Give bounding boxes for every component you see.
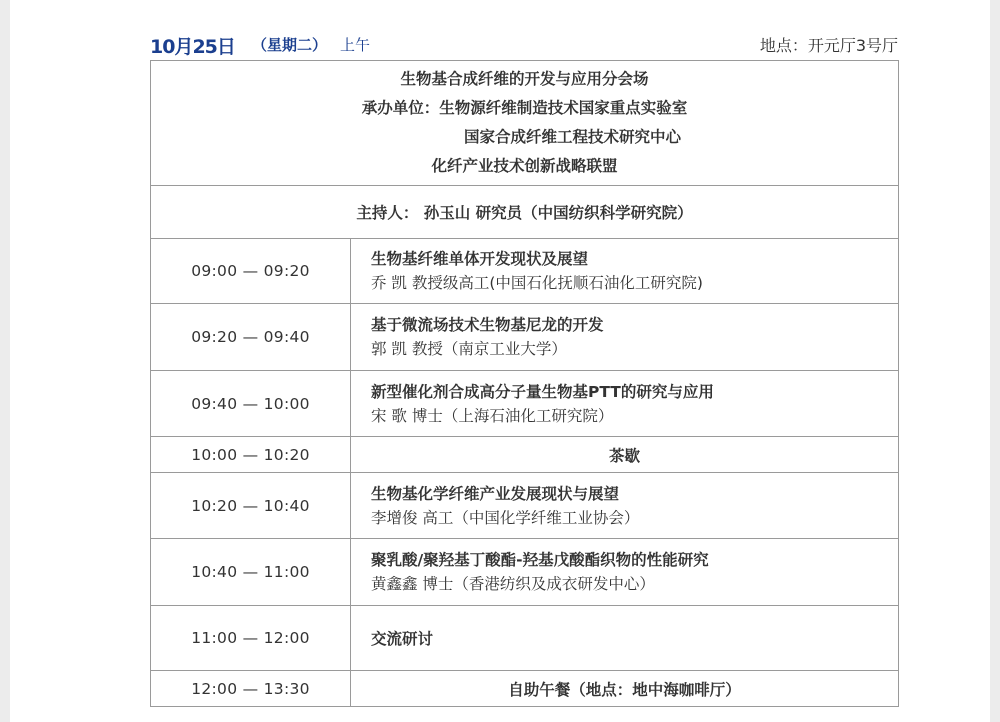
organizer-1: 生物源纤维制造技术国家重点实验室 [439, 99, 688, 117]
organizer-label: 承办单位： [361, 99, 440, 117]
table-row [151, 239, 899, 304]
talk-title: 基于微流场技术生物基尼龙的开发 [371, 316, 604, 334]
slot-topic [351, 304, 899, 371]
slot-time: 09:20 — 09:40 [151, 304, 351, 371]
talk-title: 新型催化剂合成高分子量生物基PTT的研究与应用 [371, 382, 714, 401]
talk-title: 生物基化学纤维产业发展现状与展望 [371, 484, 620, 503]
slot-time: 10:20 — 10:40 [151, 473, 351, 539]
organizer-line-1 [151, 94, 898, 123]
slot-topic [351, 239, 899, 304]
slot-time: 10:00 — 10:20 [151, 437, 351, 473]
schedule-header [150, 28, 898, 60]
talk-speaker: 乔 凯 教授级高工(中国石化抚顺石油化工研究院) [371, 274, 703, 292]
table-row [151, 671, 899, 707]
session-period: 上午 [340, 36, 371, 54]
slot-topic [351, 539, 899, 606]
slot-time: 09:40 — 10:00 [151, 371, 351, 437]
table-row [151, 473, 899, 539]
slot-time: 10:40 — 11:00 [151, 539, 351, 606]
session-date: 10月25日 [150, 36, 235, 58]
schedule-table [150, 60, 899, 707]
table-row [151, 437, 899, 473]
left-margin-bar [0, 0, 10, 722]
slot-topic [351, 371, 899, 437]
talk-speaker: 李增俊 高工（中国化学纤维工业协会） [371, 508, 640, 527]
session-title: 生物基合成纤维的开发与应用分会场 [400, 70, 649, 88]
organizer-2: 国家合成纤维工程技术研究中心 [463, 128, 681, 146]
talk-speaker: 黄鑫鑫 博士（香港纺织及成衣研发中心） [371, 575, 655, 593]
tea-break: 茶歇 [351, 437, 899, 473]
table-row [151, 606, 899, 671]
session-host: 主持人： 孙玉山 研究员（中国纺织科学研究院） [151, 186, 899, 239]
lunch: 自助午餐（地点：地中海咖啡厅） [351, 671, 899, 707]
organizer-3: 化纤产业技术创新战略联盟 [431, 157, 618, 175]
session-intro-cell [151, 61, 899, 186]
session-location: 地点：开元厅3号厅 [759, 36, 898, 55]
table-row [151, 371, 899, 437]
talk-title: 生物基纤维单体开发现状及展望 [371, 250, 589, 268]
host-row [151, 186, 899, 239]
talk-speaker: 宋 歌 博士（上海石油化工研究院） [371, 406, 614, 425]
slot-time: 11:00 — 12:00 [151, 606, 351, 671]
discussion: 交流研讨 [351, 606, 899, 671]
slot-time: 09:00 — 09:20 [151, 239, 351, 304]
talk-speaker: 郭 凯 教授（南京工业大学） [371, 340, 567, 358]
slot-time: 12:00 — 13:30 [151, 671, 351, 707]
right-margin-bar [990, 0, 1000, 722]
talk-title: 聚乳酸/聚羟基丁酸酯-羟基戊酸酯织物的性能研究 [371, 551, 709, 569]
slot-topic [351, 473, 899, 539]
intro-row [151, 61, 899, 186]
session-weekday: （星期二） [252, 36, 328, 54]
table-row [151, 304, 899, 371]
table-row [151, 539, 899, 606]
